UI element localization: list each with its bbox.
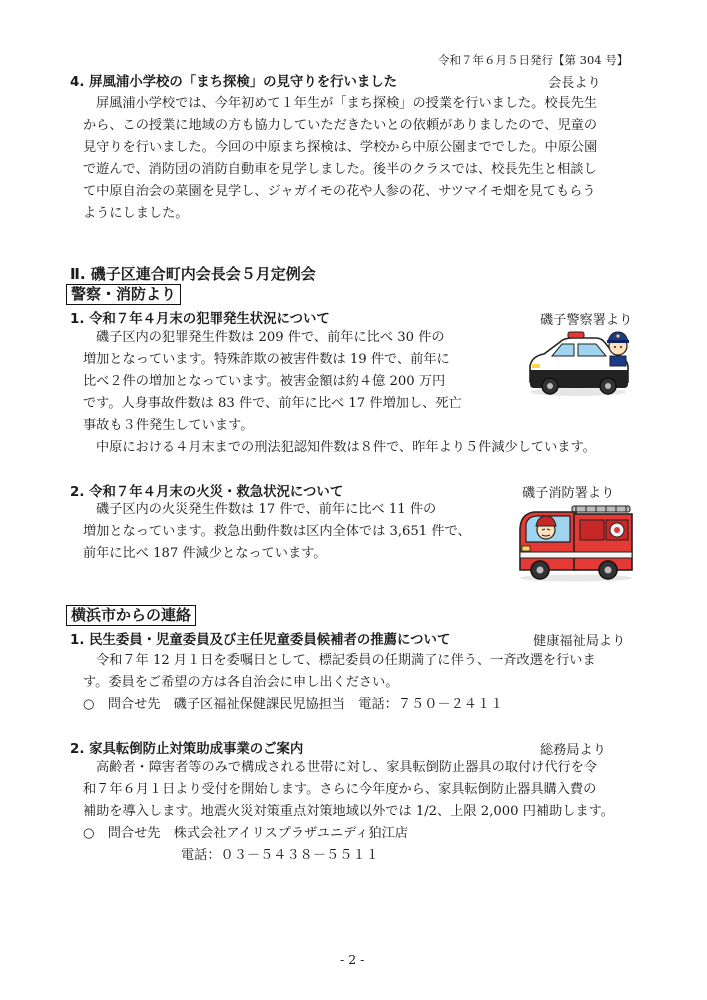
yokohama-item2-line-3: 補助を導入します。地震火災対策重点対策地域以外では 1/2、上限 2,000 円補助します。 — [83, 804, 614, 819]
yokohama-item1-title: 1. 民生委員・児童委員及び主任児童委員候補者の推薦について — [70, 633, 451, 648]
section2-title: Ⅱ. 磯子区連合町内会長会５月定例会 — [70, 265, 316, 283]
item4-line-3: 見守りを行いました。今回の中原まち探検は、学校から中原公園まででした。中原公園 — [83, 140, 598, 155]
item4-line-1: 屏風浦小学校では、今年初めて１年生が「まち探検」の授業を行いました。校長先生 — [96, 96, 598, 111]
item4-title: 4. 屏風浦小学校の「まち探検」の見守りを行いました — [70, 75, 398, 90]
yokohama-item2-title: 2. 家具転倒防止対策助成事業のご案内 — [70, 742, 304, 757]
crime-line-1: 磯子区内の犯罪発生件数は 209 件で、前年に比べ 30 件の — [96, 330, 445, 345]
yokohama-item2-contact: ○ 問合せ先 株式会社アイリスプラザユニディ狛江店 — [83, 826, 408, 841]
page-number: - 2 - — [340, 952, 365, 967]
police-car-illustration-icon — [526, 326, 636, 398]
fire-source: 磯子消防署より — [522, 486, 615, 501]
fire-engine-illustration-icon — [516, 500, 636, 582]
crime-line-3: 比べ２件の増加となっています。被害金額は約４億 200 万円 — [83, 374, 446, 389]
yokohama-item1-source: 健康福祉局より — [533, 634, 626, 649]
item4-line-6: ようにしました。 — [83, 206, 189, 221]
crime-title: 1. 令和７年４月末の犯罪発生状況について — [70, 312, 330, 327]
yokohama-item1-contact: ○ 問合せ先 磯子区福祉保健課民児協担当 電話：７５０－２４１１ — [83, 697, 504, 712]
crime-source: 磯子警察署より — [540, 313, 633, 328]
yokohama-item2-phone: 電話：０３－５４３８－５５１１ — [181, 848, 379, 863]
item4-line-4: で遊んで、消防団の消防自動車を見学しました。後半のクラスでは、校長先生と相談し — [83, 162, 597, 177]
item4-line-2: から、この授業に地域の方も協力していただきたいとの依頼がありましたので、児童の — [83, 118, 598, 133]
crime-line-4: です。人身事故件数は 83 件で、前年に比べ 17 件増加し、死亡 — [83, 396, 462, 411]
yokohama-box-heading: 横浜市からの連絡 — [66, 605, 196, 626]
yokohama-item1-line-1: 令和７年 12 月１日を委嘱日として、標記委員の任期満了に伴う、一斉改選を行いま — [96, 653, 596, 668]
crime-line-5: 事故も３件発生しています。 — [83, 418, 254, 433]
yokohama-item2-line-2: 和７年６月１日より受付を開始します。さらに今年度から、家具転倒防止器具購入費の — [83, 782, 597, 797]
fire-title: 2. 令和７年４月末の火災・救急状況について — [70, 485, 344, 500]
yokohama-item1-line-2: す。委員をご希望の方は各自治会に申し出ください。 — [83, 675, 399, 690]
fire-line-1: 磯子区内の火災発生件数は 17 件で、前年に比べ 11 件の — [96, 502, 437, 517]
police-fire-box-heading: 警察・消防より — [66, 284, 181, 305]
yokohama-item2-line-1: 高齢者・障害者等のみで構成される世帯に対し、家具転倒防止器具の取付け代行を令 — [96, 760, 598, 775]
issue-date: 令和７年６月５日発行【第 304 号】 — [438, 53, 629, 67]
fire-line-2: 増加となっています。救急出動件数は区内全体では 3,651 件で、 — [83, 524, 471, 539]
yokohama-item2-source: 総務局より — [540, 743, 606, 758]
fire-line-3: 前年に比べ 187 件減少となっています。 — [83, 546, 327, 561]
item4-source: 会長より — [548, 76, 601, 91]
crime-line-6: 中原における４月末までの刑法犯認知件数は８件で、昨年より５件減少しています。 — [96, 440, 596, 455]
crime-line-2: 増加となっています。特殊詐欺の被害件数は 19 件で、前年に — [83, 352, 450, 367]
item4-line-5: て中原自治会の菜園を見学し、ジャガイモの花や人参の花、サツマイモ畑を見てもらう — [83, 184, 596, 199]
